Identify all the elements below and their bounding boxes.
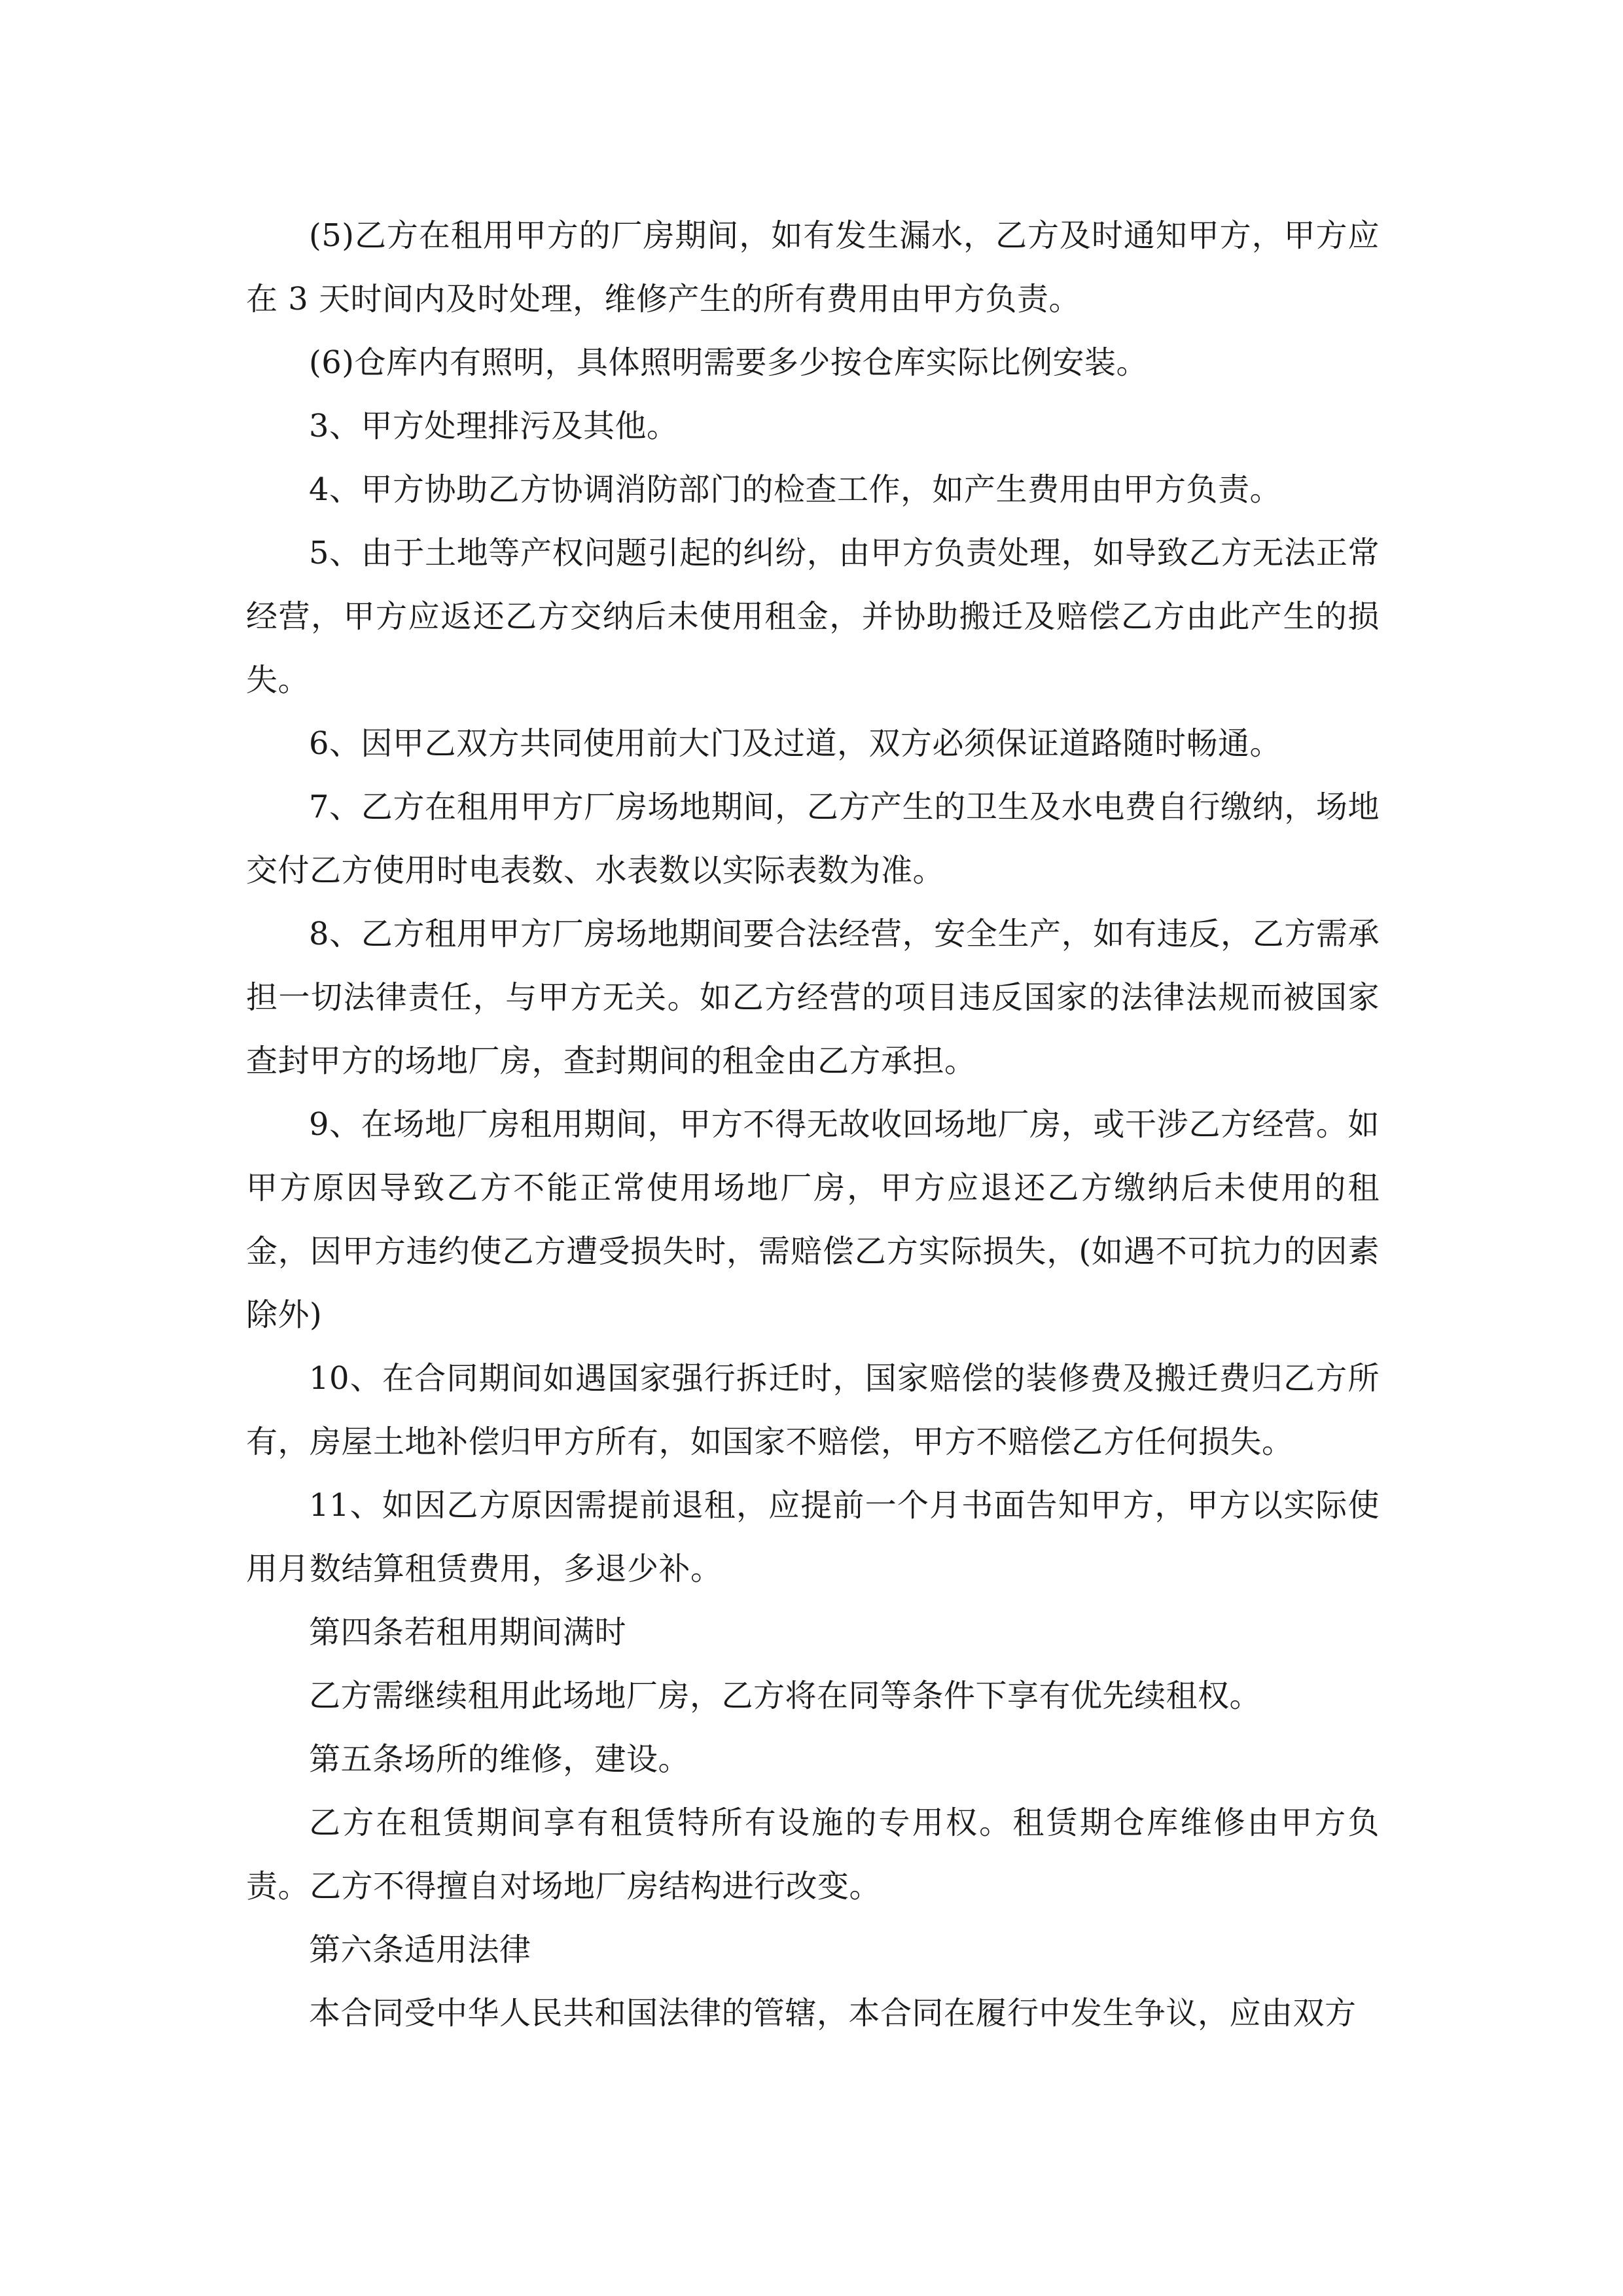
paragraph-item-11-early-termination: 11、如因乙方原因需提前退租，应提前一个月书面告知甲方，甲方以实际使用月数结算租赁费用，多退少补。 [246, 1487, 1380, 1587]
paragraph-item-9-no-repossession: 9、在场地厂房租用期间，甲方不得无故收回场地厂房，或干涉乙方经营。如甲方原因导致乙方不能正常使用场地厂房，甲方应退还乙方缴纳后未使用的租金，因甲方违约使乙方遭受损失时，需赔偿乙方实际损失，(如遇不可抗力的因素除外) [246, 1106, 1380, 1333]
paragraph-article-6-governing-law: 本合同受中华人民共和国法律的管辖，本合同在履行中发生争议，应由双方 [309, 1995, 1357, 2032]
heading-article-5: 第五条场所的维修，建设。 [309, 1741, 690, 1778]
paragraph-item-4-fire-inspection: 4、甲方协助乙方协调消防部门的检查工作，如产生费用由甲方负责。 [309, 471, 1282, 508]
heading-article-4: 第四条若租用期间满时 [309, 1614, 627, 1651]
paragraph-clause-5-leak-repair: (5)乙方在租用甲方的厂房期间，如有发生漏水，乙方及时通知甲方，甲方应在 3 天时间内及时处理，维修产生的所有费用由甲方负责。 [246, 217, 1380, 317]
paragraph-item-10-demolition: 10、在合同期间如遇国家强行拆迁时，国家赔偿的装修费及搬迁费归乙方所有，房屋土地补偿归甲方所有，如国家不赔偿，甲方不赔偿乙方任何损失。 [246, 1360, 1380, 1460]
paragraph-item-3-sewage: 3、甲方处理排污及其他。 [309, 408, 679, 444]
paragraph-item-7-utilities: 7、乙方在租用甲方厂房场地期间，乙方产生的卫生及水电费自行缴纳，场地交付乙方使用时电表数、水表数以实际表数为准。 [246, 789, 1380, 889]
paragraph-clause-6-lighting: (6)仓库内有照明，具体照明需要多少按仓库实际比例安装。 [309, 344, 1148, 381]
paragraph-item-6-gate-passage: 6、因甲乙双方共同使用前大门及过道，双方必须保证道路随时畅通。 [309, 725, 1282, 762]
heading-article-6: 第六条适用法律 [309, 1931, 531, 1968]
paragraph-article-5-maintenance: 乙方在租赁期间享有租赁特所有设施的专用权。租赁期仓库维修由甲方负责。乙方不得擅自对场地厂房结构进行改变。 [246, 1804, 1380, 1905]
paragraph-article-4-renewal: 乙方需继续租用此场地厂房，乙方将在同等条件下享有优先续租权。 [309, 1677, 1262, 1714]
paragraph-item-5-land-dispute: 5、由于土地等产权问题引起的纠纷，由甲方负责处理，如导致乙方无法正常经营，甲方应返还乙方交纳后未使用租金，并协助搬迁及赔偿乙方由此产生的损失。 [246, 535, 1380, 698]
paragraph-item-8-legal-operation: 8、乙方租用甲方厂房场地期间要合法经营，安全生产，如有违反，乙方需承担一切法律责任，与甲方无关。如乙方经营的项目违反国家的法律法规而被国家查封甲方的场地厂房，查封期间的租金由乙方承担。 [246, 916, 1380, 1079]
document-body [246, 204, 1380, 2045]
